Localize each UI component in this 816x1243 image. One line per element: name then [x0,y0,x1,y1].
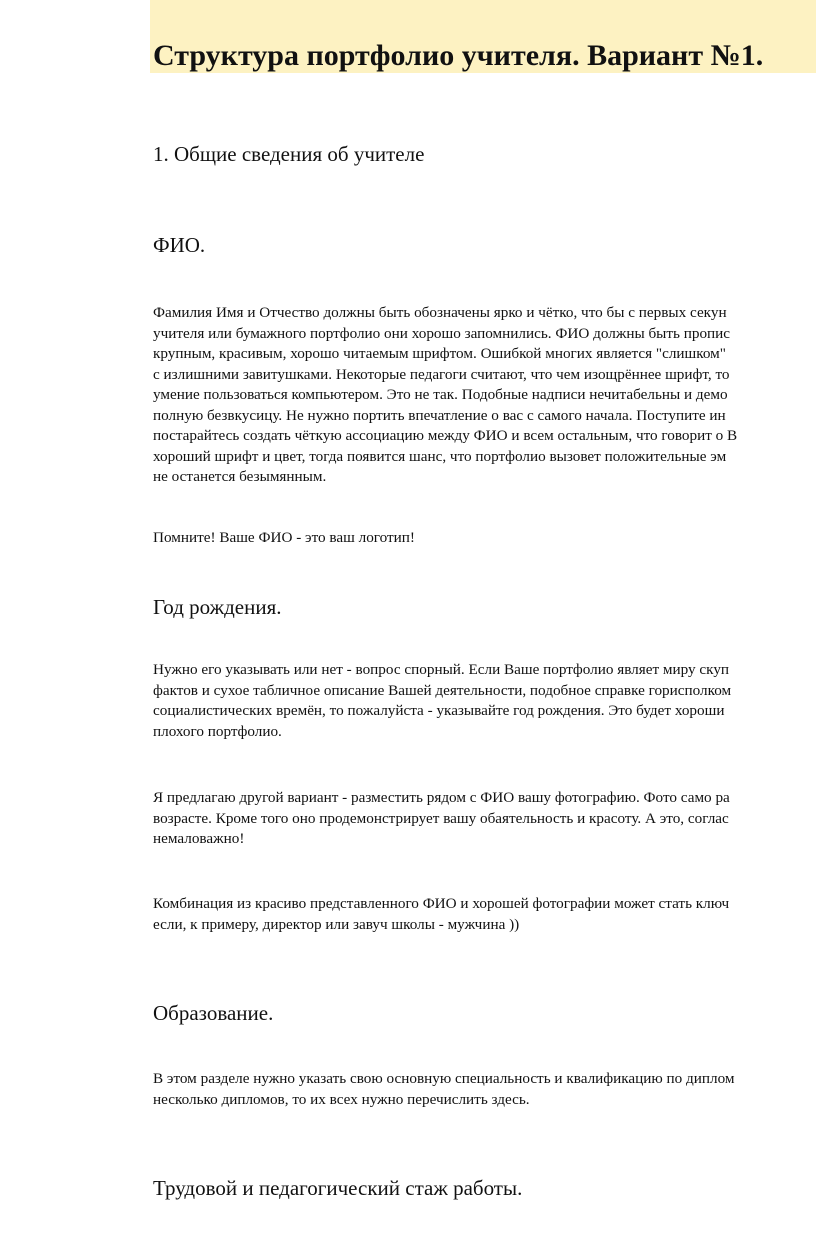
text-line: В этом разделе нужно указать свою основную специальность и квалификацию по диплом [153,1070,735,1087]
text-line: Нужно его указывать или нет - вопрос спорный. Если Ваше портфолио являет миру скуп [153,661,730,678]
text-line: постарайтесь создать чёткую ассоциацию между ФИО и всем остальным, что говорит о В [153,427,738,444]
section-heading-general: 1. Общие сведения об учителе [153,142,425,166]
text-line: немаловажно! [153,830,245,847]
text-line: хороший шрифт и цвет, тогда появится шанс, что портфолио вызовет положительные эм [153,447,727,465]
text-line: крупным, красивым, хорошо читаемым шрифтом. Ошибкой многих является "слишком" [153,345,726,362]
text-line: плохого портфолио. [153,722,282,740]
text-line: Я предлагаю другой вариант - разместить рядом с ФИО вашу фотографию. Фото само ра [153,789,730,806]
heading-birth-year: Год рождения. [153,595,282,619]
text-line: учителя или бумажного портфолио они хорошо запомнились. ФИО должны быть пропис [153,324,731,342]
text-line: с излишними завитушками. Некоторые педагоги считают, что чем изощрённее шрифт, то [153,365,730,383]
paragraph-birth-3 [153,894,729,935]
heading-education: Образование. [153,1001,274,1025]
paragraph-fio [153,303,737,488]
heading-experience: Трудовой и педагогический стаж работы. [153,1176,523,1200]
text-line: несколько дипломов, то их всех нужно перечислить здесь. [153,1090,530,1108]
text-line: фактов и сухое табличное описание Вашей деятельности, подобное справке горисполком [153,681,732,699]
text-line: не останется безымянным. [153,468,327,485]
text-line: социалистических времён, то пожалуйста - указывайте год рождения. Это будет хороши [153,702,725,719]
text-line: Фамилия Имя и Отчество должны быть обозначены ярко и чётко, что бы с первых секун [153,304,727,321]
paragraph-birth-2 [153,788,730,850]
text-line: полную безвкусицу. Не нужно портить впечатление о вас с самого начала. Поступите ин [153,406,726,424]
paragraph-education [153,1069,735,1110]
text-line: возрасте. Кроме того оно продемонстрирует вашу обаятельность и красоту. А это, соглас [153,809,729,827]
heading-fio: ФИО. [153,233,206,257]
page-title: Структура портфолио учителя. Вариант №1. [153,39,764,72]
note-fio-logo: Помните! Ваше ФИО - это ваш логотип! [153,529,415,546]
paragraph-birth-1 [153,660,731,742]
text-line: Комбинация из красиво представленного ФИО и хорошей фотографии может стать ключ [153,895,730,912]
text-line: умение пользоваться компьютером. Это не так. Подобные надписи нечитабельны и демо [153,386,728,403]
text-line: если, к примеру, директор или завуч школы - мужчина )) [153,915,520,933]
